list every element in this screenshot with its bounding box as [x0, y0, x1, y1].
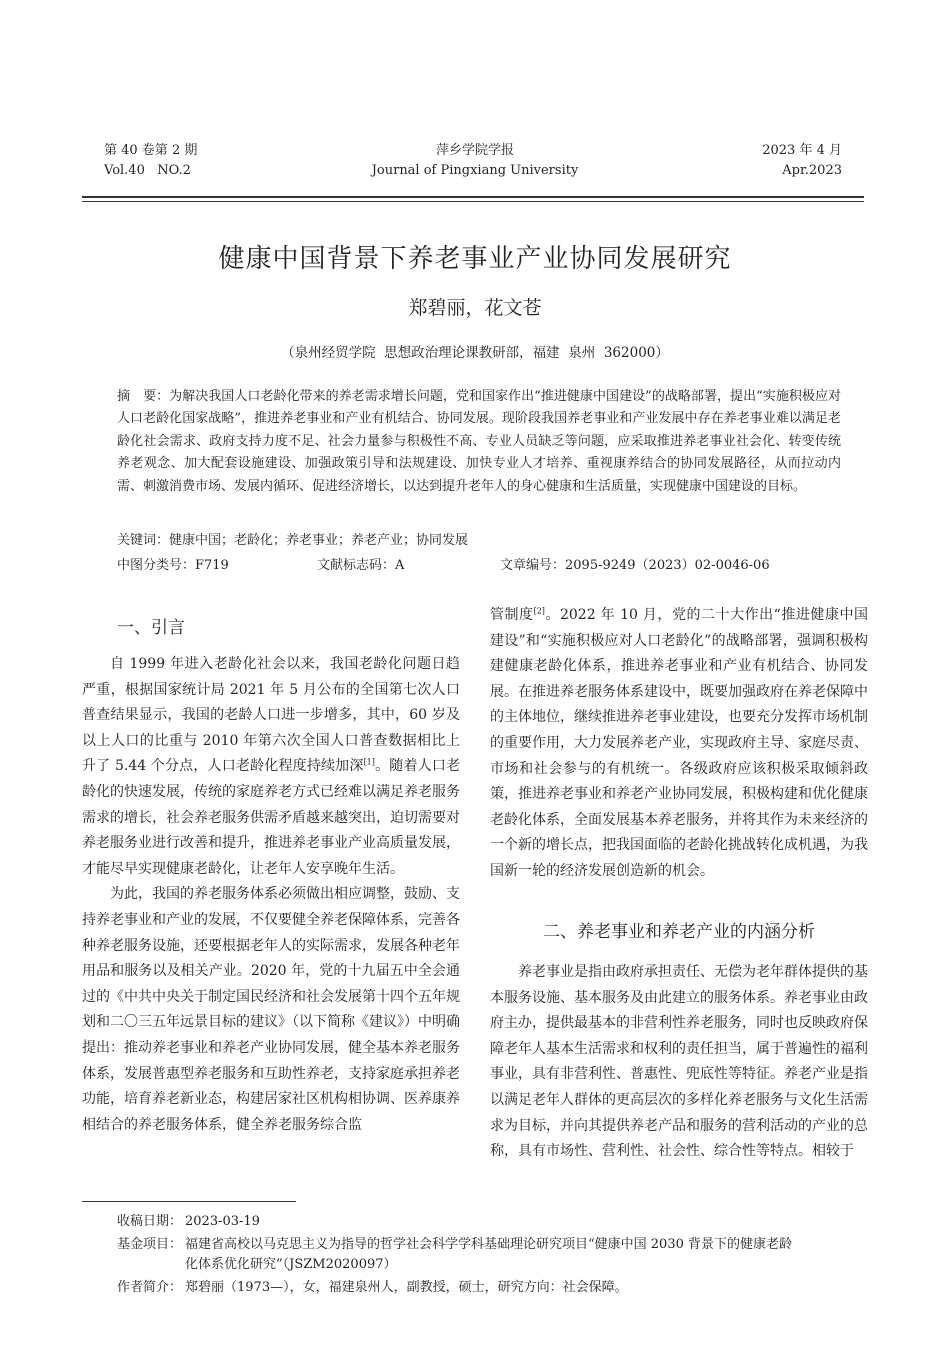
paragraph-text: 自 1999 年进入老龄化社会以来，我国老龄化问题日趋严重，根据国家统计局 2021 年 5 月公布的全国第七次人口普查结果显示，我国的老龄人口进一步增多，其中，60 岁及以上人口的比重与 2010 年第六次全国人口普查数据相比上升了 5.44 个分点，人口老龄化程度持续加深 [82, 656, 460, 775]
keywords [117, 530, 841, 552]
paragraph [82, 652, 460, 882]
citation-ref[interactable]: [1] [363, 757, 375, 767]
abstract [117, 386, 841, 498]
article-number: 文章编号：2095-9249（2023）02-0046-06 [500, 558, 770, 573]
footnote-received [117, 1212, 857, 1232]
journal-name-en: Journal of Pingxiang University [371, 163, 579, 178]
classification-line [117, 555, 841, 577]
paragraph-text: 管制度 [490, 607, 534, 623]
paragraph-text: 。2022 年 10 月，党的二十大作出“推进健康中国建设”和“实施积极应对人口老龄化”的战略部署，强调积极构建健康老龄化体系，推进养老事业和产业有机结合、协同发展。在推进养老服务体系建设中，既要加强政府在养老保障中的主体地位，继续推进养老事业建设，也要充分发挥市场机制的重要作用，大力发展养老产业，实现政府主导、家庭尽责、市场和社会参与的有机统一。各级政府应该积极采取倾斜政策，推进养老事业和养老产业协同发展，积极构建和优化健康老龄化体系，全面发展基本养老服务，并将其作为未来经济的一个新的增长点，把我国面临的老龄化挑战转化成机遇，为我国新一轮的经济发展创造新的机会。 [490, 607, 869, 879]
author-bio-label: 作者简介： [117, 1280, 183, 1295]
citation-ref[interactable]: [2] [533, 606, 545, 616]
paragraph-text: 。随着人口老龄化的快速发展，传统的家庭养老方式已经难以满足养老服务需求的增长，社会养老服务供需矛盾越来越突出，迫切需要对养老服务业进行改善和提升，推进养老事业产业高质量发展，才能尽早实现健康老龄化，让老年人安享晚年生活。 [82, 758, 461, 877]
abstract-text: 为解决我国人口老龄化带来的养老需求增长问题，党和国家作出“推进健康中国建设”的战略部署，提出“实施积极应对人口老龄化国家战略”，推进养老事业和产业有机结合、协同发展。现阶段我国养老事业和产业发展中存在养老事业难以满足老龄化社会需求、政府支持力度不足、社会力量参与积极性不高、专业人员缺乏等问题，应采取推进养老事业社会化、转变传统养老观念、加大配套设施建设、加强政策引导和法规建设、加快专业人才培养、重视康养结合的协同发展路径，从而拉动内需、刺激消费市场、发展内循环、促进经济增长，以达到提升老年人的身心健康和生活质量，实现健康中国建设的目标。 [117, 389, 841, 494]
keywords-label: 关键词： [117, 533, 170, 548]
fund-text-line1: 福建省高校以马克思主义为指导的哲学社会科学学科基础理论研究项目“健康中国 2030 背景下的健康老龄 [185, 1237, 792, 1252]
author-bio: 郑碧丽（1973—），女，福建泉州人，副教授，硕士，研究方向：社会保障。 [185, 1280, 628, 1295]
paragraph [490, 603, 868, 885]
fund-label: 基金项目： [117, 1237, 183, 1252]
clc-number: 中图分类号：F719 [117, 558, 229, 573]
date-cn: 2023 年 4 月 [762, 143, 842, 158]
paragraph: 养老事业是指由政府承担责任、无偿为老年群体提供的基本服务设施、基本服务及由此建立的服务体系。养老事业由政府主办，提供最基本的非营利性养老服务，同时也反映政府保障老年人基本生活需求和权利的责任担当，属于普遍性的福利事业，具有非营利性、普惠性、兜底性等特征。养老产业是指以满足老年人群体的更高层次的多样化养老服务与文化生活需求为目标，并向其提供养老产品和服务的营利活动的产业的总称，具有市场性、营利性、社会性、综合性等特点。相较于 [490, 964, 868, 1160]
footnote-author [117, 1278, 857, 1298]
abstract-label: 摘 要： [117, 389, 170, 404]
journal-name-cn: 萍乡学院学报 [435, 143, 514, 158]
fund-text-line2: 化体系优化研究”（JSZM2020097） [185, 1257, 397, 1272]
right-column [490, 603, 868, 885]
header-rule-thin [82, 201, 864, 202]
volume-cn: 第 40 卷第 2 期 [104, 143, 198, 158]
paragraph: 为此，我国的养老服务体系必须做出相应调整，鼓励、支持养老事业和产业的发展，不仅要健全养老保障体系，完善各种养老服务设施，还要根据老年人的实际需求，发展各种老年用品和服务以及相关产业。2020 年，党的十九届五中全会通过的《中共中央关于制定国民经济和社会发展第十四个五年规划和二〇三五年远景目标的建议》（以下简称《建议》）中明确提出：推动养老事业和养老产业协同发展，健全基本养老服务体系，发展普惠型养老服务和互助性养老，支持家庭承担养老功能，培育养老新业态，构建居家社区机构相协调、医养康养相结合的养老服务体系，健全养老服务综合监 [82, 886, 460, 1133]
article-authors: 郑碧丽，花文苍 [408, 297, 542, 319]
footnote-rule [82, 1201, 296, 1202]
author-affiliation: （泉州经贸学院 思想政治理论课教研部，福建 泉州 362000） [281, 345, 669, 361]
header-rule-thick [82, 196, 864, 198]
received-date: 2023-03-19 [185, 1214, 260, 1229]
document-code: 文献标志码：A [317, 558, 405, 573]
right-column-section2 [490, 960, 868, 1165]
date-en: Apr.2023 [782, 163, 842, 178]
left-column [82, 652, 460, 1138]
section-heading-connotation: 二、养老事业和养老产业的内涵分析 [543, 922, 815, 942]
footnote-fund [117, 1235, 857, 1275]
article-title: 健康中国背景下养老事业产业协同发展研究 [218, 244, 732, 274]
section-heading-introduction: 一、引言 [117, 618, 185, 638]
volume-en: Vol.40 NO.2 [104, 163, 191, 178]
header-date [762, 141, 842, 181]
keywords-text: 健康中国；老龄化；养老事业；养老产业；协同发展 [169, 533, 469, 548]
received-label: 收稿日期： [117, 1214, 183, 1229]
